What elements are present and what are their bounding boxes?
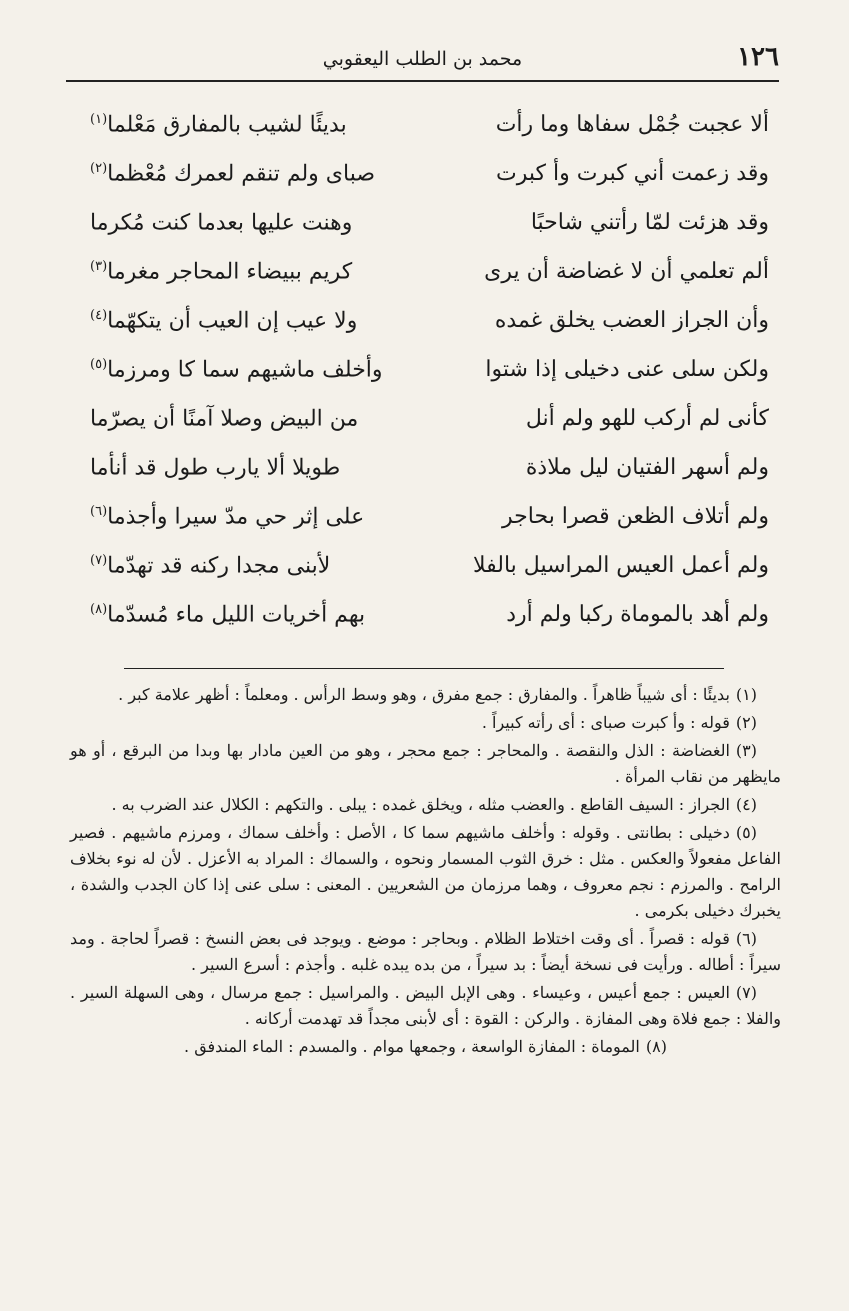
footnote-text: بديئًا : أى شيباً ظاهراً . والمفارق : جمع مفرق ، وهو وسط الرأس . ومعلماً : أظهر علامة كبر . (118, 685, 730, 704)
footnotes (70, 682, 781, 1062)
verse-line (50, 447, 769, 496)
footnote (70, 820, 781, 924)
verse-line (50, 153, 769, 202)
footnote-number: (٤) (735, 795, 757, 814)
verse-first-hemistich: ولم أتلاف الظعن قصرا بحاجر (502, 504, 769, 529)
verse-second-hemistich (90, 553, 330, 578)
verse-second-text: وأخلف ماشيهم سما كا ومرزما (107, 357, 383, 383)
footnote (70, 1034, 781, 1060)
footnote-marker: (٥) (90, 357, 108, 372)
footnote (70, 980, 781, 1032)
verse-line (50, 594, 769, 643)
verse-line (50, 202, 769, 251)
header-divider (66, 80, 779, 82)
verse-second-hemistich (90, 357, 383, 382)
verse-second-text: وهنت عليها بعدما كنت مُكرما (90, 210, 353, 236)
verse-first-hemistich: ولم أسهر الفتيان ليل ملاذة (525, 455, 769, 480)
verse-first-hemistich: كأنى لم أركب للهو ولم أنل (525, 406, 769, 431)
footnote-text: الجراز : السيف القاطع . والعضب مثله ، ويخلق غمده : يبلى . والتكهم : الكلال عند الضرب به . (111, 795, 730, 814)
verse-second-hemistich (90, 308, 357, 333)
footnote (70, 792, 781, 818)
verse-second-hemistich (90, 161, 375, 186)
footnote-marker: (٦) (90, 504, 108, 519)
footnote (70, 926, 781, 978)
verse-first-hemistich: ألا عجبت جُمْل سفاها وما رأت (495, 112, 769, 137)
footnote-number: (٦) (735, 929, 757, 948)
footnote-marker: (١) (90, 112, 108, 127)
verse-second-hemistich (90, 112, 347, 137)
footnote-marker: (٣) (90, 259, 108, 274)
footnote-text: العيس : جمع أعيس ، وعيساء . وهى الإبل البيض . والمراسيل : جمع مرسال ، وهى السهلة السير . والفلا : جمع فلاة وهى المفازة . والركن : القوة : أى لأبنى مجداً قد تهدمت أركانه . (70, 983, 781, 1028)
verse-line (50, 251, 769, 300)
page-header (66, 40, 779, 80)
verse-second-text: على إثر حي مدّ سيرا وأجذما (107, 504, 365, 530)
footnote-marker: (٤) (90, 308, 108, 323)
verse-line (50, 398, 769, 447)
footnote (70, 710, 781, 736)
footnote-number: (٢) (735, 713, 757, 732)
verse-first-hemistich: وقد هزئت لمّا رأتني شاحبًا (530, 210, 769, 235)
verse-first-hemistich: ألم تعلمي أن لا غضاضة أن يرى (484, 259, 769, 284)
footnote-marker: (٢) (90, 161, 108, 176)
footnote (70, 682, 781, 708)
footnote-marker: (٨) (90, 602, 108, 617)
running-title: محمد بن الطلب اليعقوبي (322, 48, 523, 70)
verse-first-hemistich: ولم أعمل العيس المراسيل بالفلا (473, 553, 769, 578)
verse-line (50, 496, 769, 545)
verse-second-text: طويلا ألا يارب طول قد أنأما (90, 455, 341, 481)
verse-second-text: بديئًا لشيب بالمفارق مَعْلما (107, 112, 347, 138)
verse-second-text: ولا عيب إن العيب أن يتكهّما (107, 308, 358, 334)
verse-second-text: صباى ولم تنقم لعمرك مُعْظما (107, 161, 376, 187)
poem (50, 104, 769, 643)
verse-line (50, 349, 769, 398)
footnote-number: (٥) (735, 823, 757, 842)
verse-first-hemistich: وقد زعمت أني كبرت وأ كبرت (496, 161, 769, 186)
verse-second-hemistich (90, 406, 358, 431)
footnote-text: قوله : وأ كبرت صباى : أى رأته كبيراً . (481, 713, 730, 732)
verse-line (50, 104, 769, 153)
footnotes-divider (124, 668, 724, 669)
footnote-text: الغضاضة : الذل والنقصة . والمحاجر : جمع محجر ، وهو من العين مادار بها وبدا من البرقع ، أو هو مايظهر من نقاب المرأة . (70, 741, 781, 786)
verse-second-text: بهم أخريات الليل ماء مُسدّما (107, 602, 366, 628)
footnote-number: (٨) (645, 1037, 667, 1056)
verse-second-text: لأبنى مجدا ركنه قد تهدّما (107, 553, 331, 579)
footnote-number: (٣) (735, 741, 757, 760)
verse-line (50, 545, 769, 594)
verse-second-hemistich (90, 259, 352, 284)
verse-first-hemistich: ولكن سلى عنى دخيلى إذا شتوا (485, 357, 769, 382)
verse-second-text: من البيض وصلا آمنًا أن يصرّما (90, 406, 359, 432)
verse-second-hemistich (90, 210, 352, 235)
footnote-text: قوله : قصراً . أى وقت اختلاط الظلام . وبحاجر : موضع . ويوجد فى بعض النسخ : قصراً لحاجة . ومد سيراً : أطاله . ورأيت فى نسخة أيضاً : بد سيراً ، من بده يبده غلبه . وأجذم : أسرع السير . (70, 929, 781, 974)
verse-second-text: كريم ببيضاء المحاجر مغرما (107, 259, 353, 285)
footnote (70, 738, 781, 790)
footnote-text: الموماة : المفازة الواسعة ، وجمعها موام . والمسدم : الماء المندفق . (184, 1037, 640, 1056)
footnote-text: دخيلى : بطانتى . وقوله : وأخلف ماشيهم سما كا ، الأصل : وأخلف سماك ، ومرزم ماشيهم . فصير الفاعل مفعولاً والعكس . مثل : خرق الثوب المسمار ونحوه ، والسماك : المراد به الأعزل . لأن له نوء بخلاف الرامح . والمرزم : نجم معروف ، وهما مرزمان من الشعريين . المعنى : سلى عنى إذا كان الجدب والشدة ، يخبرك دخيلى بكرمى . (70, 823, 781, 920)
page-number: ١٢٦ (737, 42, 779, 72)
footnote-number: (٧) (735, 983, 757, 1002)
footnote-marker: (٧) (90, 553, 108, 568)
verse-second-hemistich (90, 455, 340, 480)
verse-line (50, 300, 769, 349)
verse-second-hemistich (90, 602, 365, 627)
verse-first-hemistich: ولم أهد بالموماة ركبا ولم أرد (506, 602, 769, 627)
verse-second-hemistich (90, 504, 364, 529)
verse-first-hemistich: وأن الجراز العضب يخلق غمده (494, 308, 769, 333)
footnote-number: (١) (735, 685, 757, 704)
